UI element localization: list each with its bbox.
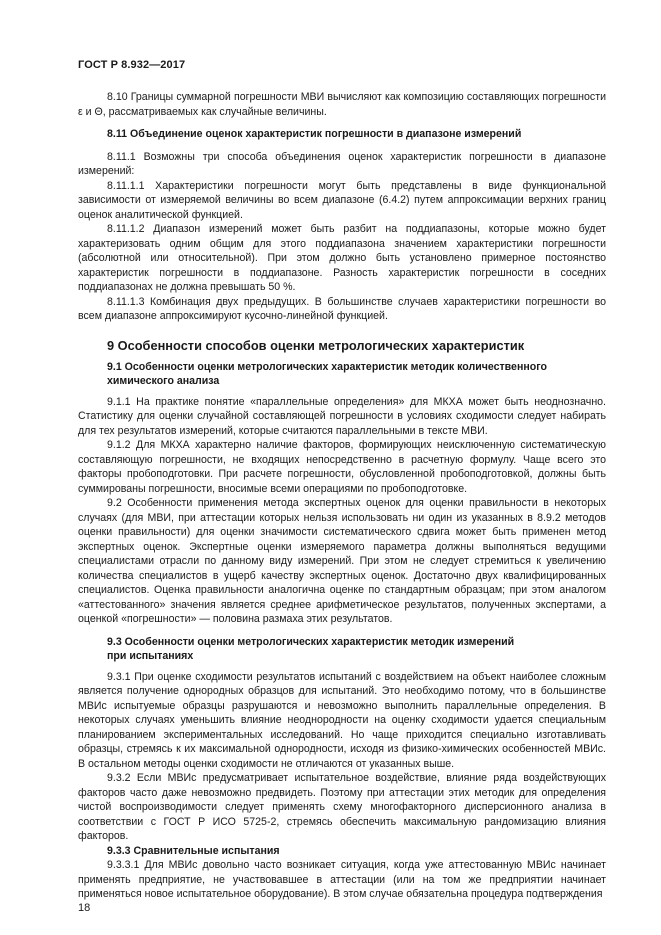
paragraph-9-1-1: 9.1.1 На практике понятие «параллельные определения» для МКХА может быть неоднозначно. Статистику для оценки случайной составляющей погрешности в условиях сходимости следует набирать для тех результатов измерений, которые считаются параллельными в тексте МВИ. bbox=[78, 395, 606, 437]
paragraph-9-3-1: 9.3.1 При оценке сходимости результатов испытаний с воздействием на объект наиболее сложным является получение однородных образцов для испытаний. Это необходимо потому, что в большинстве МВИс испытуемые образцы разрушаются и невозможно выполнить параллельные определения. В некоторых случаях уменьшить влияние неоднородности на оценку сходимости удается специальным планированием экспериментальных исследований. Но чаще приходится специально изготавливать образцы, стремясь к их максимальной однородности, исходя из физико-химических особенностей МВИс. В остальном методы оценки сходимости не отличаются от указанных выше. bbox=[78, 670, 606, 770]
heading-9-1-line-1: 9.1 Особенности оценки метрологических характеристик методик количественного bbox=[107, 360, 547, 373]
page-number: 18 bbox=[78, 902, 91, 914]
heading-9-3-3: 9.3.3 Сравнительные испытания bbox=[107, 844, 280, 857]
paragraph-8-11-1-2: 8.11.1.2 Диапазон измерений может быть разбит на поддиапазоны, которые можно будет характеризовать одним общим для этого поддиапазона значением характеристики погрешности (абсолютной или относительной). При этом должно быть установлено примерное постоянство характеристик погрешности в поддиапазоне. Разность характеристик погрешности в соседних поддиапазонах не должна превышать 50 %. bbox=[78, 223, 606, 293]
heading-9-3 bbox=[78, 635, 606, 664]
paragraph-8-11-1-3: 8.11.1.3 Комбинация двух предыдущих. В большинстве случаев характеристики погрешности во всем диапазоне аппроксимируют кусочно-линейной функцией. bbox=[78, 295, 606, 322]
paragraph-9-3-2: 9.3.2 Если МВИс предусматривает испытательное воздействие, влияние ряда воздействующих факторов часто даже невозможно предвидеть. Поэтому при аттестации этих методик для определения чистой воспроизводимости следует применять схему многофакторного дисперсионного анализа в соответствии с ГОСТ Р ИСО 5725-2, стремясь обеспечить максимальную рандомизацию влияния факторов. bbox=[78, 772, 606, 842]
paragraph-9-2: 9.2 Особенности применения метода экспертных оценок для оценки правильности в некоторых случаях (для МВИ, при аттестации которых нельзя использовать ни один из указанных в 8.9.2 методов оценки правильности) для оценки значимости систематического сдвига может быть применен метод экспертных оценок. Экспертные оценки измеряемого параметра должны выполняться ведущими специалистами отрасли по данному виду измерений. При этом не следует стремиться к увеличению количества специалистов в ущерб качеству экспертных оценок. Достаточно двух квалифицированных специалистов. Оценка правильности аналогична оценке по стандартным образцам; при этом аналогом «аттестованного» значения является среднее арифметическое результатов, полученных экспертами, а оценкой «погрешности» — половина размаха этих результатов. bbox=[78, 497, 606, 625]
paragraph-8-10: 8.10 Границы суммарной погрешности МВИ вычисляют как композицию составляющих погрешности ε и Θ, рассматриваемых как случайные величины. bbox=[78, 91, 606, 118]
paragraph-8-11-1-1: 8.11.1.1 Характеристики погрешности могут быть представлены в виде функциональной зависимости от измеряемой величины во всем диапазоне (6.4.2) путем аппроксимации верхних границ оценок аналитической функцией. bbox=[78, 179, 606, 221]
standard-header: ГОСТ Р 8.932—2017 bbox=[78, 59, 186, 71]
heading-9-3-line-2: при испытаниях bbox=[107, 650, 194, 662]
section-9-title: 9 Особенности способов оценки метрологических характеристик bbox=[107, 337, 525, 353]
paragraph-9-3-3-1: 9.3.3.1 Для МВИс довольно часто возникает ситуация, когда уже аттестованную МВИс начинает применять предприятие, не участвовавшее в аттестации (или на том же предприятии начинает применяться новое испытательное оборудование). В этом случае обязательна процедура подтверждения bbox=[78, 859, 606, 900]
heading-9-1-line-2: химического анализа bbox=[107, 375, 220, 387]
heading-8-11: 8.11 Объединение оценок характеристик погрешности в диапазоне измерений bbox=[107, 128, 522, 140]
heading-9-3-line-1: 9.3 Особенности оценки метрологических характеристик методик измерений bbox=[107, 635, 515, 648]
paragraph-8-11-1: 8.11.1 Возможны три способа объединения оценок характеристик погрешности в диапазоне измерений: bbox=[78, 150, 606, 177]
paragraph-9-1-2: 9.1.2 Для МКХА характерно наличие факторов, формирующих неисключенную систематическую составляющую погрешности, не входящих непосредственно в расчетную формулу. Чаще всего это факторы пробоподготовки. При расчете погрешности, обусловленной пробоподготовкой, должны быть суммированы погрешности, вносимые всеми операциями по пробоподготовке. bbox=[78, 439, 606, 495]
heading-9-1 bbox=[78, 360, 606, 389]
page-content bbox=[78, 90, 606, 902]
